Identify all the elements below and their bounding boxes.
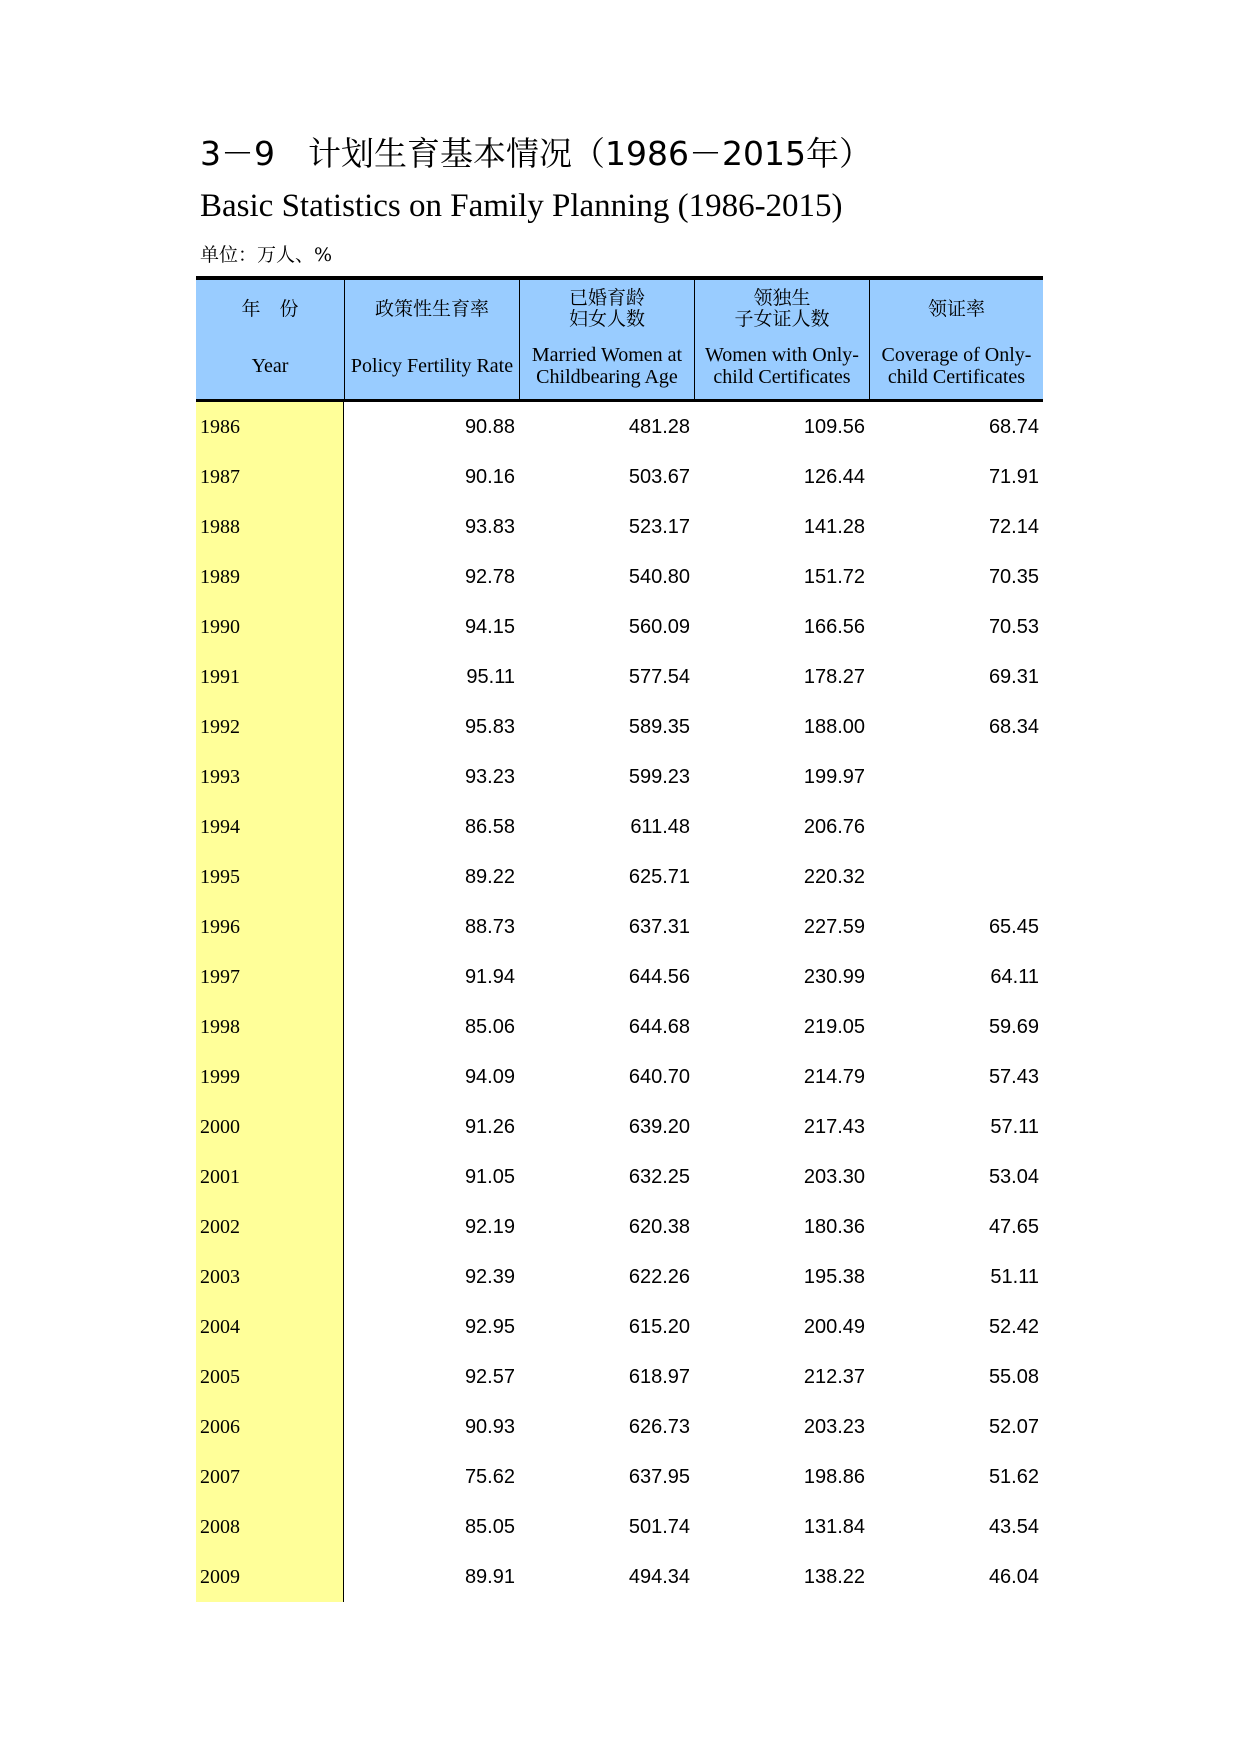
year-cell: 1998 (196, 1002, 344, 1052)
table-row (196, 802, 1043, 852)
coverage-cell: 55.08 (988, 1366, 1039, 1388)
table-row (196, 402, 1043, 452)
policy-fertility-cell: 92.95 (464, 1316, 515, 1338)
policy-fertility-cell: 90.88 (464, 416, 515, 438)
coverage-cell: 43.54 (988, 1516, 1039, 1538)
only-child-certificates-cell: 131.84 (803, 1516, 865, 1538)
policy-fertility-cell: 93.83 (464, 516, 515, 538)
only-child-certificates-cell: 206.76 (803, 816, 865, 838)
only-child-certificates-cell: 138.22 (803, 1566, 865, 1588)
year-cell: 2005 (196, 1352, 344, 1402)
married-women-cell: 615.20 (628, 1316, 690, 1338)
coverage-cell: 71.91 (988, 466, 1039, 488)
policy-fertility-cell: 94.09 (464, 1066, 515, 1088)
header-only-child-certificates-cn: 领独生 子女证人数 (734, 287, 830, 330)
coverage-cell: 70.53 (988, 616, 1039, 638)
policy-fertility-cell: 85.06 (464, 1016, 515, 1038)
table-row (196, 1052, 1043, 1102)
only-child-certificates-cell: 217.43 (803, 1116, 865, 1138)
coverage-cell: 59.69 (988, 1016, 1039, 1038)
coverage-cell: 57.11 (990, 1116, 1039, 1138)
married-women-cell: 644.68 (628, 1016, 690, 1038)
header-only-child-certificates (694, 280, 869, 399)
table-row (196, 1302, 1043, 1352)
year-cell: 1993 (196, 752, 344, 802)
married-women-cell: 626.73 (628, 1416, 690, 1438)
table-row (196, 1102, 1043, 1152)
married-women-cell: 503.67 (628, 466, 690, 488)
header-year (196, 280, 344, 399)
year-cell: 1994 (196, 802, 344, 852)
policy-fertility-cell: 88.73 (464, 916, 515, 938)
coverage-cell: 70.35 (988, 566, 1039, 588)
header-only-child-certificates-en: Women with Only-child Certificates (705, 344, 859, 388)
table-row (196, 752, 1043, 802)
year-cell: 2000 (196, 1102, 344, 1152)
table-row (196, 1452, 1043, 1502)
page-title-english: Basic Statistics on Family Planning (1986-2015) (200, 188, 843, 224)
table-row (196, 952, 1043, 1002)
table-row (196, 1152, 1043, 1202)
header-coverage-en: Coverage of Only-child Certificates (881, 344, 1032, 388)
only-child-certificates-cell: 219.05 (803, 1016, 865, 1038)
policy-fertility-cell: 94.15 (464, 616, 515, 638)
policy-fertility-cell: 92.39 (464, 1266, 515, 1288)
header-married-women (519, 280, 694, 399)
coverage-cell (869, 802, 1043, 852)
only-child-certificates-cell: 126.44 (803, 466, 865, 488)
only-child-certificates-cell: 109.56 (803, 416, 865, 438)
table-row (196, 1502, 1043, 1552)
statistics-table (196, 276, 1043, 1602)
married-women-cell: 637.95 (628, 1466, 690, 1488)
policy-fertility-cell: 89.22 (464, 866, 515, 888)
year-cell: 2002 (196, 1202, 344, 1252)
married-women-cell: 639.20 (628, 1116, 690, 1138)
header-married-women-cn: 已婚育龄 妇女人数 (568, 287, 645, 330)
married-women-cell: 640.70 (628, 1066, 690, 1088)
unit-label: 单位：万人、% (200, 244, 333, 266)
table-row (196, 1202, 1043, 1252)
coverage-cell: 51.62 (988, 1466, 1039, 1488)
married-women-cell: 611.48 (630, 816, 690, 838)
header-policy-fertility-cn: 政策性生育率 (374, 297, 489, 320)
married-women-cell: 494.34 (628, 1566, 690, 1588)
coverage-cell: 47.65 (988, 1216, 1039, 1238)
table-header (196, 276, 1043, 402)
year-cell: 2001 (196, 1152, 344, 1202)
only-child-certificates-cell: 230.99 (803, 966, 865, 988)
year-cell: 1992 (196, 702, 344, 752)
year-cell: 1988 (196, 502, 344, 552)
table-row (196, 452, 1043, 502)
only-child-certificates-cell: 227.59 (803, 916, 865, 938)
married-women-cell: 618.97 (628, 1366, 690, 1388)
only-child-certificates-cell: 212.37 (803, 1366, 865, 1388)
table-row (196, 902, 1043, 952)
policy-fertility-cell: 89.91 (464, 1566, 515, 1588)
year-cell: 2007 (196, 1452, 344, 1502)
coverage-cell: 46.04 (988, 1566, 1039, 1588)
header-coverage (869, 280, 1043, 399)
year-cell: 1987 (196, 452, 344, 502)
only-child-certificates-cell: 141.28 (803, 516, 865, 538)
married-women-cell: 599.23 (628, 766, 690, 788)
policy-fertility-cell: 92.57 (464, 1366, 515, 1388)
policy-fertility-cell: 92.19 (464, 1216, 515, 1238)
year-cell: 1991 (196, 652, 344, 702)
coverage-cell: 68.74 (988, 416, 1039, 438)
only-child-certificates-cell: 188.00 (803, 716, 865, 738)
coverage-cell: 69.31 (988, 666, 1039, 688)
married-women-cell: 540.80 (628, 566, 690, 588)
coverage-cell: 53.04 (988, 1166, 1039, 1188)
married-women-cell: 637.31 (628, 916, 690, 938)
married-women-cell: 523.17 (628, 516, 690, 538)
policy-fertility-cell: 90.93 (464, 1416, 515, 1438)
coverage-cell (869, 752, 1043, 802)
year-cell: 2008 (196, 1502, 344, 1552)
only-child-certificates-cell: 199.97 (803, 766, 865, 788)
table-row (196, 852, 1043, 902)
header-coverage-cn: 领证率 (927, 297, 985, 320)
policy-fertility-cell: 95.11 (466, 666, 515, 688)
married-women-cell: 625.71 (628, 866, 690, 888)
coverage-cell: 52.07 (988, 1416, 1039, 1438)
only-child-certificates-cell: 166.56 (803, 616, 865, 638)
married-women-cell: 632.25 (628, 1166, 690, 1188)
only-child-certificates-cell: 220.32 (803, 866, 865, 888)
only-child-certificates-cell: 203.23 (803, 1416, 865, 1438)
policy-fertility-cell: 92.78 (464, 566, 515, 588)
table-row (196, 1552, 1043, 1602)
coverage-cell: 64.11 (990, 966, 1039, 988)
coverage-cell: 68.34 (988, 716, 1039, 738)
only-child-certificates-cell: 151.72 (803, 566, 865, 588)
year-cell: 1990 (196, 602, 344, 652)
year-cell: 2003 (196, 1252, 344, 1302)
header-policy-fertility (344, 280, 519, 399)
only-child-certificates-cell: 198.86 (803, 1466, 865, 1488)
coverage-cell (869, 852, 1043, 902)
header-year-en: Year (251, 355, 289, 377)
policy-fertility-cell: 90.16 (464, 466, 515, 488)
policy-fertility-cell: 85.05 (464, 1516, 515, 1538)
policy-fertility-cell: 86.58 (464, 816, 515, 838)
table-row (196, 652, 1043, 702)
year-cell: 2009 (196, 1552, 344, 1602)
table-body (196, 402, 1043, 1602)
header-year-cn: 年 份 (241, 297, 299, 320)
year-cell: 1999 (196, 1052, 344, 1102)
year-cell: 1986 (196, 402, 344, 452)
year-cell: 2004 (196, 1302, 344, 1352)
married-women-cell: 481.28 (628, 416, 690, 438)
coverage-cell: 51.11 (990, 1266, 1039, 1288)
table-row (196, 502, 1043, 552)
header-married-women-en: Married Women at Childbearing Age (531, 344, 683, 388)
married-women-cell: 620.38 (628, 1216, 690, 1238)
only-child-certificates-cell: 178.27 (803, 666, 865, 688)
year-cell: 1996 (196, 902, 344, 952)
policy-fertility-cell: 91.26 (464, 1116, 515, 1138)
policy-fertility-cell: 93.23 (464, 766, 515, 788)
policy-fertility-cell: 91.05 (464, 1166, 515, 1188)
only-child-certificates-cell: 203.30 (803, 1166, 865, 1188)
married-women-cell: 577.54 (628, 666, 690, 688)
table-row (196, 602, 1043, 652)
only-child-certificates-cell: 195.38 (803, 1266, 865, 1288)
policy-fertility-cell: 91.94 (464, 966, 515, 988)
married-women-cell: 501.74 (628, 1516, 690, 1538)
table-row (196, 1252, 1043, 1302)
year-cell: 1989 (196, 552, 344, 602)
married-women-cell: 644.56 (628, 966, 690, 988)
table-row (196, 1402, 1043, 1452)
year-cell: 2006 (196, 1402, 344, 1452)
header-policy-fertility-en: Policy Fertility Rate (350, 355, 514, 377)
table-row (196, 1002, 1043, 1052)
only-child-certificates-cell: 200.49 (803, 1316, 865, 1338)
year-cell: 1997 (196, 952, 344, 1002)
coverage-cell: 65.45 (988, 916, 1039, 938)
only-child-certificates-cell: 214.79 (803, 1066, 865, 1088)
table-row (196, 702, 1043, 752)
married-women-cell: 589.35 (628, 716, 690, 738)
coverage-cell: 52.42 (988, 1316, 1039, 1338)
married-women-cell: 560.09 (628, 616, 690, 638)
coverage-cell: 57.43 (988, 1066, 1039, 1088)
coverage-cell: 72.14 (988, 516, 1039, 538)
year-cell: 1995 (196, 852, 344, 902)
table-row (196, 1352, 1043, 1402)
table-row (196, 552, 1043, 602)
policy-fertility-cell: 75.62 (464, 1466, 515, 1488)
policy-fertility-cell: 95.83 (464, 716, 515, 738)
page-title-chinese: 3－9 计划生育基本情况（1986－2015年） (200, 134, 872, 173)
married-women-cell: 622.26 (628, 1266, 690, 1288)
only-child-certificates-cell: 180.36 (803, 1216, 865, 1238)
